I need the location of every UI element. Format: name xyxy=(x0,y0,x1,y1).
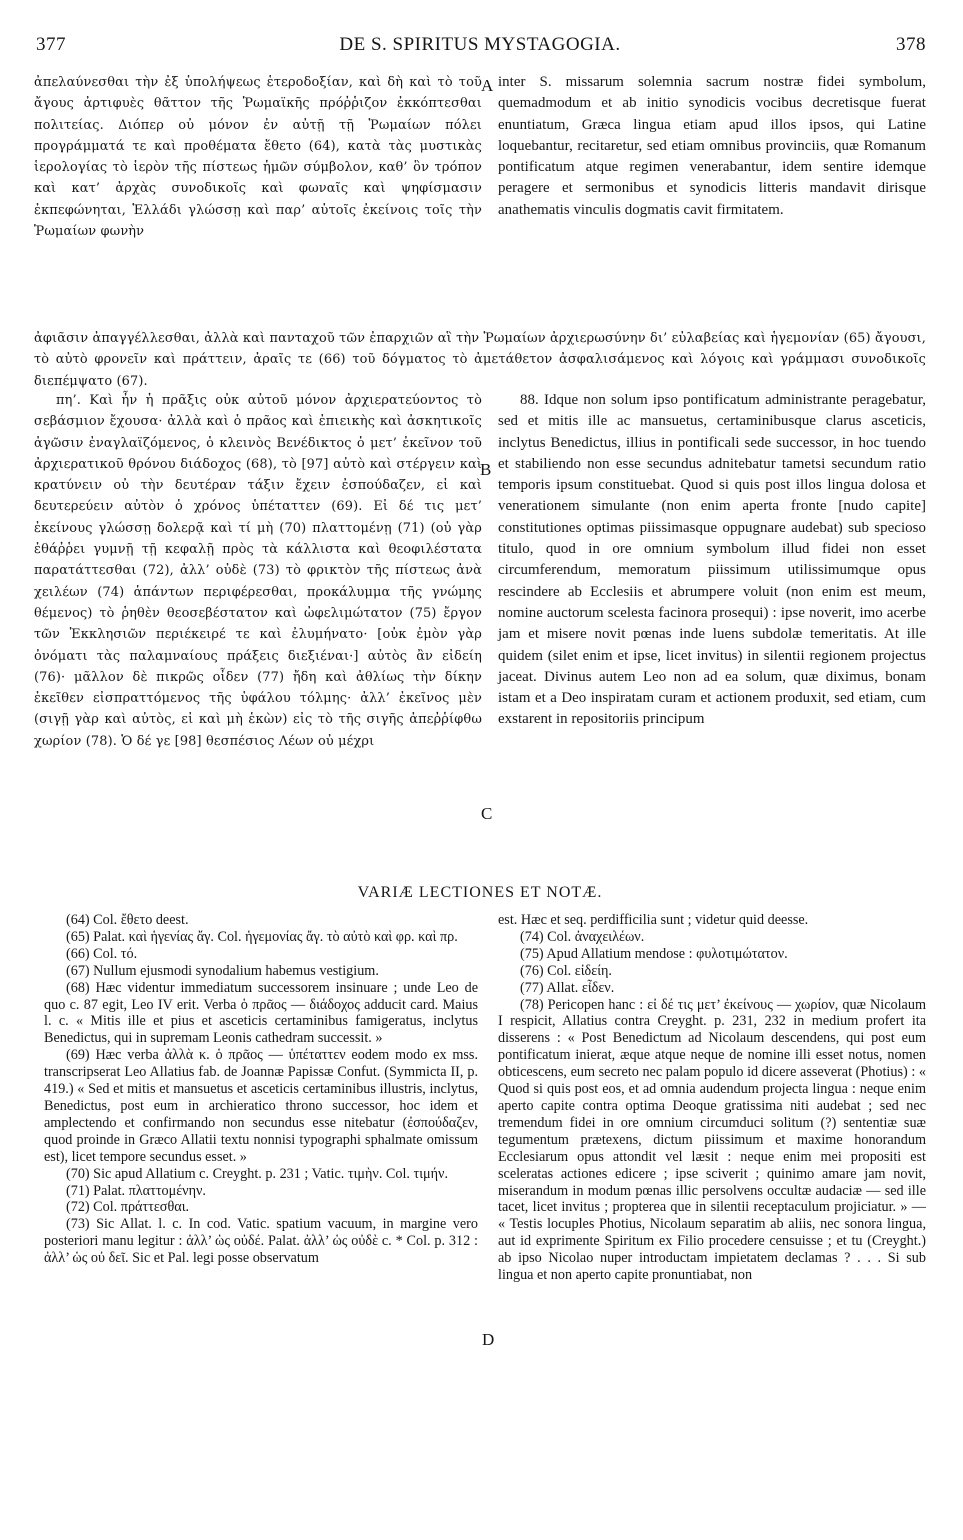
note: (68) Hæc videntur immediatum successorem insinuare ; unde Leo de quo c. 87 egit, Leo IV erit. Verba ὁ πρᾶος — διάδοχος adducit card. Maius l. c. « Mitis ille et pius et asceticis certaminibus famigeratus, inclytus Benedictus, qui in supremam Leonis cathedram successit. » xyxy=(44,979,478,1047)
running-title: DE S. SPIRITUS MYSTAGOGIA. xyxy=(339,34,621,55)
greek-column-block-a xyxy=(34,72,482,328)
note: (64) Col. ἔθετο deest. xyxy=(66,912,189,928)
notes-right-column xyxy=(498,912,926,1517)
note: (77) Allat. εἶδεν. xyxy=(520,979,615,996)
note: (75) Apud Allatium mendose : φυλοτιμώτατον. xyxy=(520,945,788,962)
left-page-number: 377 xyxy=(36,34,66,55)
margin-letter-a: A xyxy=(481,76,494,95)
greek-column-block-b xyxy=(34,390,482,880)
greek-paragraph: ἀφιᾶσιν ἀπαγγέλλεσθαι, ἀλλὰ καὶ πανταχοῦ τῶν ἐπαρχιῶν αἳ τὴν Ῥωμαίων ἀρχιερωσύνην δι’ εὐλαβείας καὶ ἡγεμονίαν (65) ἄγουσι, τὸ αὐτὸ φρονεῖν καὶ πράττειν, ἀραῖς τε (66) τοῦ δόγματος τὸ ἀμετάθετον ἀσφαλισάμενος καὶ λόγοις καὶ γράμμασι συνοδικοῖς διεπέμψατο (67). xyxy=(34,331,926,389)
note: (70) Sic apud Allatium c. Creyght. p. 231 ; Vatic. τιμὴν. Col. τιμήν. xyxy=(66,1165,449,1182)
latin-paragraph: inter S. missarum solemnia sacrum nostræ fidei symbolum, quemadmodum et ab initio synodicis vocibus decretisque fuerat enuntiatum, Græca lingua etiam apud illos ipsos, qui Latine loquebantur, recitaretur, sed etiam omnibus provinciis, quæ Romanum pontificatum atque regimen venerabantur, idem sentire idemque peragere et sermonibus et synodicis litteris mandavit dirisque anathematis vinculis dogmatis cavit firmitatem. xyxy=(498,74,926,218)
note: (78) Pericopen hanc : εἰ δέ τις μετ’ ἐκείνους — χωρίον, quæ Nicolaum I respicit, Allatius contra Creyght. p. 231, 232 in medium profert ita disserens : « Post Benedictum ad Nicolaum descendens, qui post eum pontificatum inierat, æque atque neque de nomine illi esset notus, nomen obticescens, eum secreto nec palam populo id dicere asseverat (Photius) : « Quod si quis post eos, et ad omnia audendum projecta lingua : neque enim aperto capite contra optima Deoque gratissima niti audebat ; sed nec tremendum fidei in ore omnium circumduci solitum (?) sententiæ suæ tegumentum prætexens, dictum piissimum et maxime honorandum Ecclesiarum opus attondit vel læsit : neque enim mei propositi est sceleratas actiones edicere ; ipse sciverit ; quinimo amare jam novit, miserandum in modum pœnas illic persolvens occultæ audaciæ — sed ille tacet, licet invitus ; propterea que in silentii receptaculum projiciatur. » — « Testis locuples Photius, Nicolaum separatim ab aliis, nec sonora lingua, aut id exprimente Spiritum ex Filio procedere censuisse ; et tu (Creyght.) ab ipso Nicolao nuper introductam impietatem declamas ? . . . Si sub lingua et non aperto capite pronuntiabat, non xyxy=(498,996,926,1284)
margin-letter-c: C xyxy=(481,804,493,823)
margin-letter-d: D xyxy=(482,1330,495,1349)
note: (65) Palat. καὶ ἡγενίας ἄγ. Col. ἡγεμονίας ἄγ. τὸ αὐτὸ καὶ φρ. καὶ πρ. xyxy=(66,928,458,945)
margin-letter-b: B xyxy=(480,460,492,479)
greek-spanning-paragraph xyxy=(34,328,926,392)
note: (67) Nullum ejusmodi synodalium habemus vestigium. xyxy=(66,962,379,979)
latin-column-block-a xyxy=(498,72,926,328)
note: (69) Hæc verba ἀλλὰ κ. ὁ πρᾶος — ὑπέταττεν eodem modo ex mss. transcripserat Leo Allatius fab. de Joannæ Papissæ Confut. (Symmicta II, p. 419.) « Sed et mitis et mansuetus et asceticis certaminibus illustris, inclytus, Benedictus, post eum in archieratico throno successor, hoc idem et amplectendo et confirmando non secundus esse nitebatur (ἐσπούδαζεν, quod proinde in Græco Allatii textu nonnisi typographi sphalmate omissum est), licet tempore secundus esset. » xyxy=(44,1047,478,1165)
note: (71) Palat. πλαττομένην. xyxy=(66,1182,206,1199)
note: (73) Sic Allat. l. c. In cod. Vatic. spatium vacuum, in margine vero posteriori manu legitur : ἀλλ’ ὡς οὐδέ. Palat. ἀλλ’ ὡς οὐδὲ c. * Col. p. 312 : ἀλλ’ ὡς οὐ δεῖ. Sic et Pal. legi posse observatum xyxy=(44,1216,478,1267)
note: (72) Col. πράττεσθαι. xyxy=(66,1199,190,1216)
latin-paragraph: 88. Idque non solum ipso pontificatum administrante peragebatur, sed et mitis ille ac mansuetus, certaminibusque clarus asceticis, inclytus Benedictus, illius in pontificali sede successor, in hoc tuendo et stabiliendo non esse secundus adnitebatur tametsi secundum ratio temporis ipsum constituebat. Quod si quis post illos lingua dolosa et venerationem simulante (non enim aperta fronte [nudo capite] constitutiones optimas piissimasque oppugnare audebat) sub specioso titulo, quod in ore omnium symbolum illud fidei non esset circumferendum, memoratum piissimum utilissimumque opus rescindere ab Ecclesiis et abrumpere voluit (non enim est meum, nomine auctorum scelesta facinora prosequi) : ipse noverit, imo acerbe jam et misere novit pœnas inde luens subdolæ temeritatis. At ille quidem (silet enim et ipse, licet invitus) in silentii regionem projectus jaceat. Divinus autem Leo non ad ea solum, quæ diximus, bonam istam et a Deo inspiratam curam et actionem produxit, sed etiam, cum exstarent in repositoriis principum xyxy=(498,392,926,728)
note-continuation: est. Hæc et seq. perdifficilia sunt ; videtur quid deesse. xyxy=(498,912,809,928)
latin-column-block-b xyxy=(498,390,926,880)
note: (76) Col. εἰδείη. xyxy=(520,962,612,979)
notes-left-column xyxy=(44,912,478,1517)
note: (74) Col. ἀναχειλέων. xyxy=(520,928,645,945)
notes-heading: VARIÆ LECTIONES ET NOTÆ. xyxy=(357,884,603,901)
right-page-number: 378 xyxy=(896,34,926,55)
greek-paragraph: πη’. Καὶ ἦν ἡ πρᾶξις οὐκ αὐτοῦ μόνον ἀρχιερατεύοντος τὸ σεβάσμιον ἔχουσα· ἀλλὰ καὶ ὁ πρᾶος καὶ ἐπιεικὴς καὶ ἀσκητικοῖς ἀγῶσιν ἐναγλαϊζόμενος, ὁ κλεινὸς Βενέδικτος ὁ μετ’ ἐκεῖνον τοῦ ἀρχιερατικοῦ θρόνου διάδοχος (68), τὸ [97] αὐτὸ καὶ στέργειν καὶ κρατύνειν οὐ τὴν δευτέραν τάξιν ἔχειν ἐσπούδαζεν, εἰ καὶ δευτερεύειν αὐτὸν ὁ χρόνος ὑπέταττεν (69). Εἰ δέ τις μετ’ ἐκείνους γλώσσῃ δολερᾷ καὶ τί μὴ (70) πλαττομένῃ (71) (οὐ γὰρ ἐθάῤῥει γυμνῇ τῇ κεφαλῇ πρὸς τὰ κάλλιστα καὶ θεοφιλέστατα παρατάττεσθαι (72), ἀλλ’ οὐδὲ (73) τὸ φρικτὸν τῆς πίστεως ἀνὰ χειλέων (74) ἁπάντων περιφέρεσθαι, προκάλυμμα τῆς γνώμης θέμενος) τὸ ῥηθὲν θεοσεβέστατον καὶ ὠφελιμώτατον (75) ἔργον τῶν Ἐκκλησιῶν περιέκειρέ τε καὶ ἐλυμήνατο· [οὐκ ἐμὸν γὰρ ὀνόματι τὰς παλαμναίους πράξεις διεξιέναι·] αὐτὸς ἂν εἰδείη (76)· μᾶλλον δὲ πικρῶς οἶδεν (77) ἤδη καὶ ἀθλίως τὴν δίκην ἐκεῖθεν εἰσπραττόμενος τῆς ὑφάλου τόλμης· ἀλλ’ ἐκεῖνος μὲν (σιγῇ γὰρ καὶ αὐτὸς, εἰ καὶ μὴ ἑκὼν) εἰς τὸ τῆς σιγῆς ἀπεῤῥίφθω χωρίον (78). Ὁ δέ γε [98] θεσπέσιος Λέων οὐ μέχρι xyxy=(34,393,482,749)
page xyxy=(34,32,926,1522)
note: (66) Col. τό. xyxy=(66,945,138,962)
page-header xyxy=(34,32,926,62)
greek-paragraph: ἀπελαύνεσθαι τὴν ἐξ ὑπολήψεως ἑτεροδοξίαν, καὶ δὴ καὶ τὸ τοῦ ἄγους ἀρτιφυὲς θᾶττον τῆς Ῥωμαϊκῆς πρόῤῥιζον ἐκκόπτεσθαι πολιτείας. Διόπερ οὐ μόνον ἐν αὐτῇ τῇ Ῥωμαίων πόλει προγράμματά τε καὶ προθέματα ἔθετο (64), κατὰ τὰς μυστικὰς ἱερολογίας τὸ ἱερὸν τῆς πίστεως ἡμῶν σύμβολον, καθ’ ὃν τρόπον καὶ κατ’ ἀρχὰς συνοδικοῖς καὶ φωναῖς καὶ ψηφίσμασιν ἐκπεφώνηται, Ἑλλάδι γλώσσῃ καὶ παρ’ αὐτοῖς ἐκείνοις τοῖς τὴν Ῥωμαίων φωνὴν xyxy=(34,75,482,240)
